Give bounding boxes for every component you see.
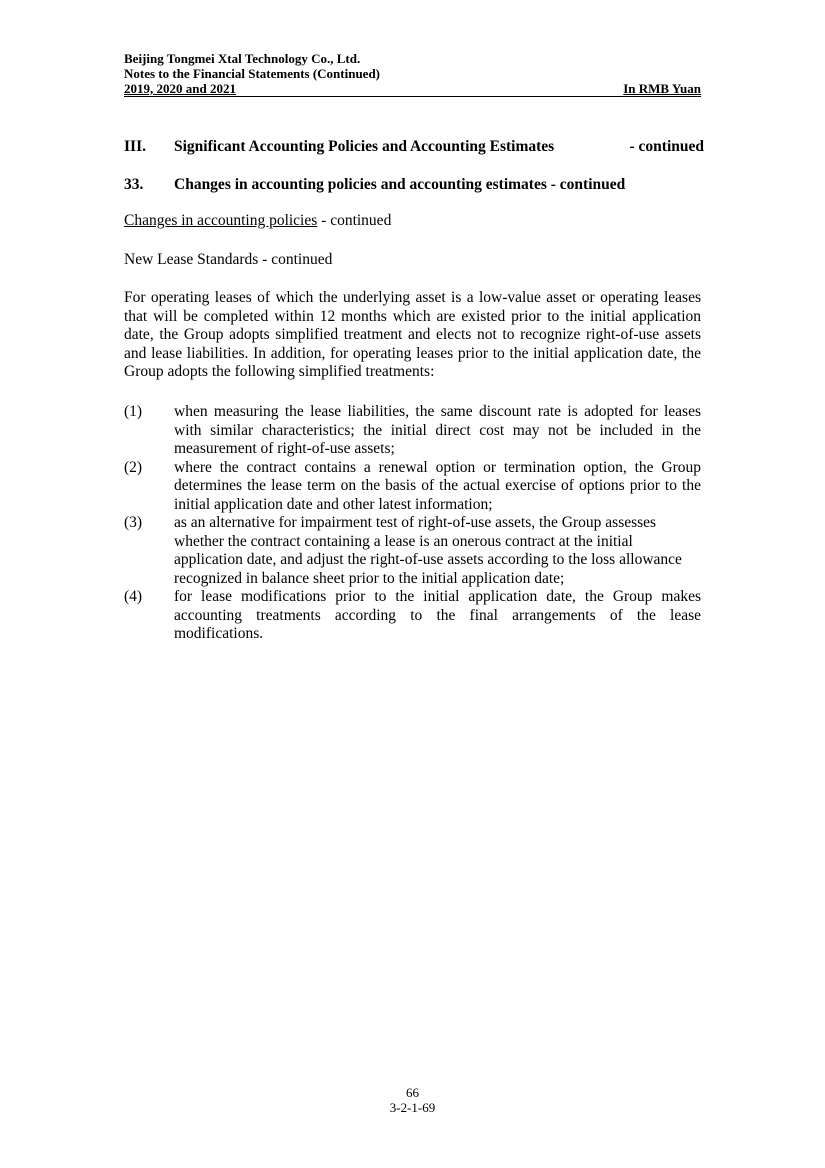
list-item-text: where the contract contains a renewal option or termination option, the Group determines the lease term on the basis of the actual exercise of options prior to the initial application date and other latest information; bbox=[174, 458, 701, 513]
subsection-number: 33. bbox=[124, 176, 144, 193]
policies-heading-underlined: Changes in accounting policies bbox=[124, 212, 318, 229]
list-item bbox=[124, 403, 701, 459]
page-number: 66 bbox=[406, 1085, 419, 1100]
policies-heading-suffix: - continued bbox=[317, 212, 392, 229]
list-item-text: as an alternative for impairment test of right-of-use assets, the Group assesses whether the contract containing a lease is an onerous contract at the initial application date, and adjust the right-of-use assets according to the loss allowance recognized in balance sheet prior to the initial application date; bbox=[174, 514, 682, 587]
treatments-list bbox=[124, 403, 701, 644]
policies-heading bbox=[124, 212, 701, 231]
page-footer bbox=[0, 1085, 825, 1115]
subsection-title: Changes in accounting policies and accounting estimates - continued bbox=[174, 176, 626, 193]
list-item-marker: (4) bbox=[124, 588, 143, 605]
currency-label: In RMB Yuan bbox=[623, 81, 701, 96]
section-continued: - continued bbox=[629, 138, 704, 155]
notes-title: Notes to the Financial Statements (Continued) bbox=[124, 66, 381, 81]
subsection-heading bbox=[124, 176, 704, 194]
section-title: Significant Accounting Policies and Accounting Estimates bbox=[174, 138, 555, 155]
header-rule-line bbox=[124, 81, 701, 97]
page-header bbox=[124, 51, 701, 97]
list-item-text: for lease modifications prior to the initial application date, the Group makes accounting treatments according to the final arrangements of the lease modifications. bbox=[174, 588, 701, 642]
list-item bbox=[124, 588, 701, 644]
list-item-marker: (3) bbox=[124, 514, 143, 531]
report-years: 2019, 2020 and 2021 bbox=[124, 81, 236, 96]
lease-heading: New Lease Standards - continued bbox=[124, 251, 333, 268]
list-item-marker: (1) bbox=[124, 403, 143, 420]
list-item bbox=[124, 514, 701, 588]
section-number: III. bbox=[124, 138, 146, 155]
company-name: Beijing Tongmei Xtal Technology Co., Ltd. bbox=[124, 51, 361, 66]
list-item-marker: (2) bbox=[124, 458, 143, 476]
list-item bbox=[124, 459, 701, 515]
document-reference: 3-2-1-69 bbox=[389, 1100, 436, 1115]
section-heading bbox=[124, 138, 704, 156]
intro-paragraph: For operating leases of which the underlying asset is a low-value asset or operating leases that will be completed within 12 months which are existed prior to the initial application date, the Group adopts simplified treatment and elects not to recognize right-of-use assets and lease liabilities. In addition, for operating leases prior to the initial application date, the Group adopts the following simplified treatments: bbox=[124, 289, 701, 380]
list-item-text: when measuring the lease liabilities, the same discount rate is adopted for leases with similar characteristics; the initial direct cost may not be included in the measurement of right-of-use assets; bbox=[174, 403, 701, 457]
